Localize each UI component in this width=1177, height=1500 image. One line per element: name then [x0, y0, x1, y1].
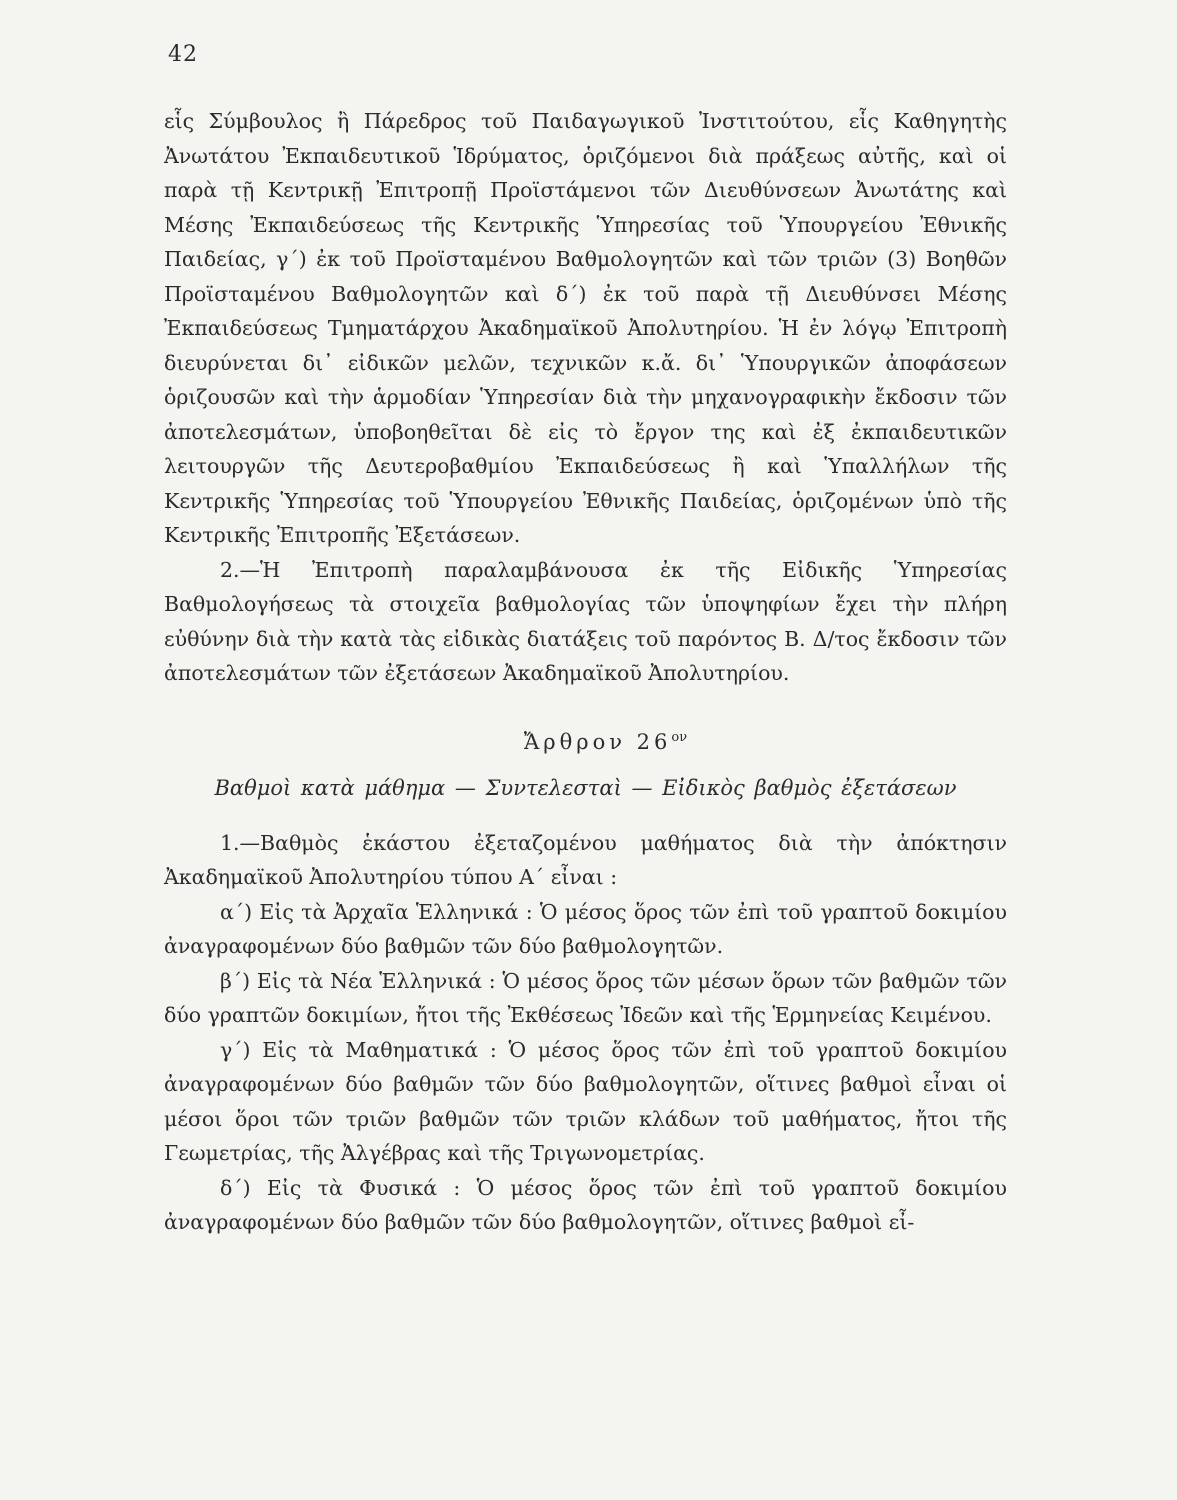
body-text	[164, 104, 1007, 1240]
page-number: 42	[168, 42, 198, 67]
article-item-gamma: γ΄) Εἰς τὰ Μαθηματικά : Ὁ μέσος ὅρος τῶν ἐπὶ τοῦ γραπτοῦ δοκιμίου ἀναγραφομένων δύο βαθμῶν τῶν δύο βαθμολογητῶν, οἵτινες βαθμοὶ εἶναι οἱ μέσοι ὅροι τῶν τριῶν βαθμῶν τῶν τριῶν κλάδων τοῦ μαθήματος, ἤτοι τῆς Γεωμετρίας, τῆς Ἀλγέβρας καὶ τῆς Τριγωνομετρίας.	[164, 1037, 1007, 1165]
article-item-delta: δ΄) Εἰς τὰ Φυσικά : Ὁ μέσος ὅρος τῶν ἐπὶ τοῦ γραπτοῦ δοκιμίου ἀναγραφομένων δύο βαθμῶν τῶν δύο βαθμολογητῶν, οἵτινες βαθμοὶ εἶ-	[164, 1175, 1007, 1234]
paragraph-continued: εἷς Σύμβουλος ἢ Πάρεδρος τοῦ Παιδαγωγικοῦ Ἰνστιτούτου, εἷς Καθηγητὴς Ἀνωτάτου Ἐκπαιδευτικοῦ Ἱδρύματος, ὁριζόμενοι διὰ πράξεως αὐτῆς, καὶ οἱ παρὰ τῇ Κεντρικῇ Ἐπιτροπῇ Προϊστάμενοι τῶν Διευθύνσεων Ἀνωτάτης καὶ Μέσης Ἐκπαιδεύσεως τῆς Κεντρικῆς Ὑπηρεσίας τοῦ Ὑπουργείου Ἐθνικῆς Παιδείας, γ΄) ἐκ τοῦ Προϊσταμένου Βαθμολογητῶν καὶ τῶν τριῶν (3) Βοηθῶν Προϊσταμένου Βαθμολογητῶν καὶ δ΄) ἐκ τοῦ παρὰ τῇ Διευθύνσει Μέσης Ἐκπαιδεύσεως Τμηματάρχου Ἀκαδημαϊκοῦ Ἀπολυτηρίου. Ἡ ἐν λόγῳ Ἐπιτροπὴ διευρύνεται δι᾽ εἰδικῶν μελῶν, τεχνικῶν κ.ἄ. δι᾽ Ὑπουργικῶν ἀποφάσεων ὁριζουσῶν καὶ τὴν ἁρμοδίαν Ὑπηρεσίαν διὰ τὴν μηχανογραφικὴν ἔκδοσιν τῶν ἀποτελεσμάτων, ὑποβοηθεῖται δὲ εἰς τὸ ἔργον της καὶ ἐξ ἐκπαιδευτικῶν λειτουργῶν τῆς Δευτεροβαθμίου Ἐκπαιδεύσεως ἢ καὶ Ὑπαλλήλων τῆς Κεντρικῆς Ὑπηρεσίας τοῦ Ὑπουργείου Ἐθνικῆς Παιδείας, ὁριζομένων ὑπὸ τῆς Κεντρικῆς Ἐπιτροπῆς Ἐξετάσεων.	[164, 109, 1007, 547]
paragraph-2: 2.—Ἡ Ἐπιτροπὴ παραλαμβάνουσα ἐκ τῆς Εἰδικῆς Ὑπηρεσίας Βαθμολογήσεως τὰ στοιχεῖα βαθμολογίας τῶν ὑποψηφίων ἔχει τὴν πλήρη εὐθύνην διὰ τὴν κατὰ τὰς εἰδικὰς διατάξεις τοῦ παρόντος Β. Δ/τος ἔκδοσιν τῶν ἀποτελεσμάτων τῶν ἐξετάσεων Ἀκαδημαϊκοῦ Ἀπολυτηρίου.	[164, 557, 1007, 685]
article-title: Ἄρθρον 26	[523, 729, 672, 754]
article-subtitle: Βαθμοὶ κατὰ μάθημα — Συντελεσταὶ — Εἰδικὸς βαθμὸς ἐξετάσεων	[214, 776, 957, 800]
article-heading	[164, 721, 1007, 760]
article-item-alpha: α΄) Εἰς τὰ Ἀρχαῖα Ἑλληνικά : Ὁ μέσος ὅρος τῶν ἐπὶ τοῦ γραπτοῦ δοκιμίου ἀναγραφομένων δύο βαθμῶν τῶν δύο βαθμολογητῶν.	[164, 899, 1007, 958]
article-item-beta: β΄) Εἰς τὰ Νέα Ἑλληνικά : Ὁ μέσος ὅρος τῶν μέσων ὅρων τῶν βαθμῶν τῶν δύο γραπτῶν δοκιμίων, ἤτοι τῆς Ἐκθέσεως Ἰδεῶν καὶ τῆς Ἑρμηνείας Κειμένου.	[164, 968, 1007, 1027]
article-paragraph-1: 1.—Βαθμὸς ἑκάστου ἐξεταζομένου μαθήματος διὰ τὴν ἀπόκτησιν Ἀκαδημαϊκοῦ Ἀπολυτηρίου τύπου Α΄ εἶναι :	[164, 830, 1007, 889]
article-title-suffix: ον	[671, 729, 688, 745]
